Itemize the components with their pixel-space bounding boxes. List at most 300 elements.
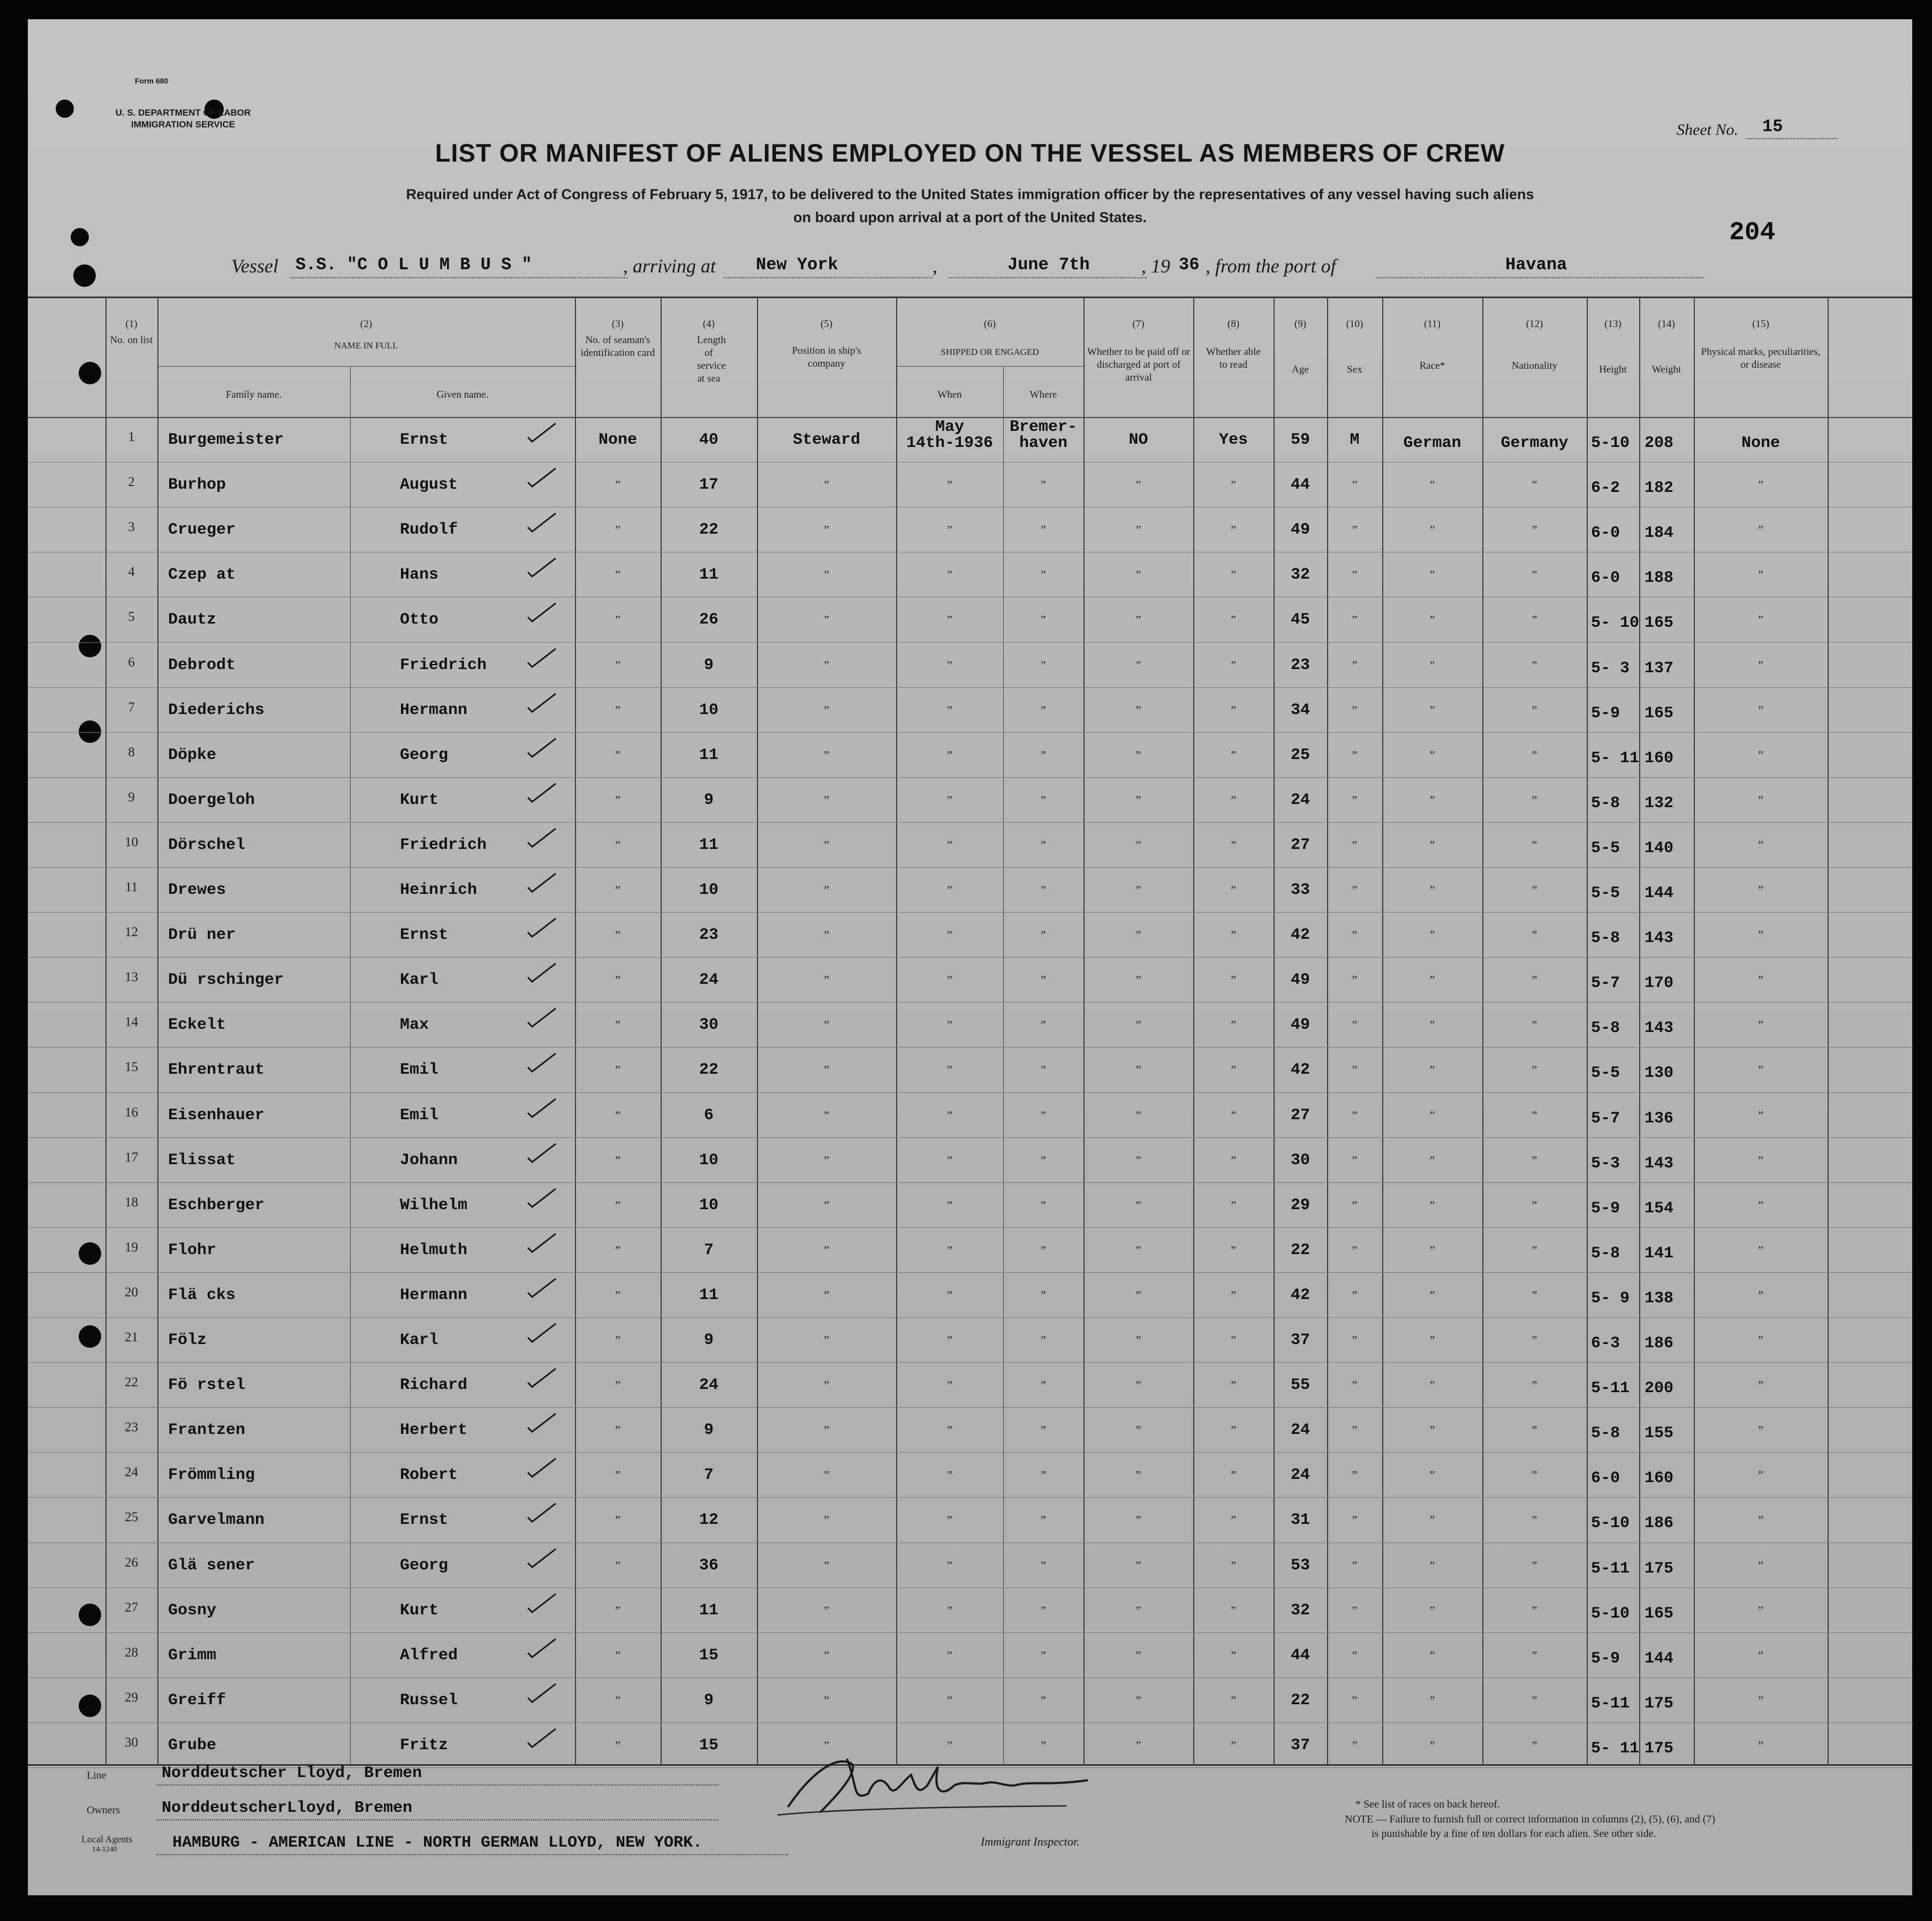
check-mark bbox=[526, 421, 558, 444]
height: 5-5 bbox=[1591, 1064, 1620, 1083]
age: 22 bbox=[1290, 1241, 1310, 1259]
height: 5- 3 bbox=[1591, 659, 1630, 678]
row-number: 3 bbox=[128, 520, 135, 535]
ditto-mark: ” bbox=[1532, 1063, 1537, 1077]
ditto-mark: ” bbox=[1352, 523, 1358, 537]
height: 5-8 bbox=[1591, 1424, 1620, 1443]
family-name: Frantzen bbox=[168, 1421, 246, 1440]
ditto-mark: ” bbox=[1758, 1648, 1763, 1662]
given-name: Max bbox=[400, 1016, 429, 1035]
inspector-label: Immigrant Inspector. bbox=[981, 1835, 1080, 1848]
check-mark bbox=[526, 692, 558, 714]
col8-number: (8) bbox=[1227, 318, 1240, 330]
family-name: Fölz bbox=[168, 1331, 207, 1349]
row-number: 7 bbox=[128, 700, 135, 715]
col4-number: (4) bbox=[702, 318, 715, 330]
col10-header: Sex bbox=[1347, 364, 1362, 375]
weight: 143 bbox=[1645, 1019, 1674, 1038]
ditto-mark: ” bbox=[1532, 1423, 1537, 1437]
ditto-mark: ” bbox=[1352, 658, 1358, 672]
races-note: * See list of races on back hereof. bbox=[1355, 1798, 1500, 1810]
weight: 186 bbox=[1645, 1334, 1674, 1353]
ditto-mark: ” bbox=[947, 613, 952, 627]
ditto-mark: ” bbox=[1429, 838, 1435, 852]
given-name: Russel bbox=[400, 1691, 458, 1710]
ditto-mark: ” bbox=[1532, 1468, 1537, 1482]
ditto-mark: ” bbox=[947, 1558, 952, 1572]
ditto-mark: ” bbox=[824, 523, 829, 537]
ditto-mark: ” bbox=[824, 973, 829, 987]
owners-value: NorddeutscherLloyd, Bremen bbox=[162, 1799, 413, 1817]
service-length: 11 bbox=[699, 566, 718, 584]
ditto-mark: ” bbox=[1352, 973, 1358, 987]
family-name: Flä cks bbox=[168, 1286, 236, 1304]
height: 5-5 bbox=[1591, 839, 1620, 857]
ditto-mark: ” bbox=[1041, 1603, 1046, 1617]
ditto-mark: ” bbox=[615, 883, 620, 897]
ditto-mark: ” bbox=[615, 973, 620, 987]
col14-number: (14) bbox=[1658, 318, 1675, 330]
family-name: Frömmling bbox=[168, 1466, 255, 1485]
shipped-where-line2: haven bbox=[1019, 434, 1067, 452]
col6b-header: Where bbox=[1029, 389, 1057, 400]
ditto-mark: ” bbox=[947, 1738, 952, 1752]
ditto-mark: ” bbox=[1135, 1378, 1141, 1392]
ditto-mark: ” bbox=[947, 658, 952, 672]
given-name: Robert bbox=[400, 1466, 458, 1485]
age: 44 bbox=[1290, 1646, 1310, 1665]
ditto-mark: ” bbox=[947, 1468, 952, 1482]
service-length: 40 bbox=[699, 431, 718, 449]
check-mark bbox=[526, 736, 558, 759]
ditto-mark: ” bbox=[1352, 1693, 1358, 1707]
age: 22 bbox=[1290, 1691, 1310, 1710]
ditto-mark: ” bbox=[1532, 838, 1537, 852]
ditto-mark: ” bbox=[947, 1063, 952, 1077]
shipped-where-line1: Bremer- bbox=[1009, 418, 1078, 436]
check-mark bbox=[526, 961, 558, 984]
weight: 182 bbox=[1645, 479, 1674, 498]
ditto-mark: ” bbox=[947, 523, 952, 537]
ditto-mark: ” bbox=[615, 1648, 620, 1662]
ditto-mark: ” bbox=[615, 1738, 620, 1752]
ditto-mark: ” bbox=[1758, 883, 1763, 897]
ditto-mark: ” bbox=[1231, 838, 1236, 852]
ditto-mark: ” bbox=[1758, 973, 1763, 987]
family-name: Burgemeister bbox=[168, 431, 284, 449]
ditto-mark: ” bbox=[824, 568, 829, 582]
row-number: 11 bbox=[125, 880, 138, 894]
service-length: 23 bbox=[699, 926, 718, 945]
ditto-mark: ” bbox=[1758, 1243, 1763, 1257]
ditto-mark: ” bbox=[824, 1558, 829, 1572]
ditto-mark: ” bbox=[947, 748, 952, 762]
family-name: Glä sener bbox=[168, 1556, 255, 1575]
ditto-mark: ” bbox=[1429, 613, 1435, 627]
ditto-mark: ” bbox=[947, 1648, 952, 1662]
ditto-mark: ” bbox=[1532, 1018, 1537, 1032]
service-length: 11 bbox=[699, 746, 718, 764]
given-name: August bbox=[400, 476, 458, 495]
ditto-mark: ” bbox=[824, 793, 829, 807]
ditto-mark: ” bbox=[947, 1108, 952, 1122]
ditto-mark: ” bbox=[1532, 1648, 1537, 1662]
ditto-mark: ” bbox=[947, 1198, 952, 1212]
ditto-mark: ” bbox=[1429, 478, 1435, 492]
ditto-mark: ” bbox=[615, 658, 620, 672]
ditto-mark: ” bbox=[947, 973, 952, 987]
ditto-mark: ” bbox=[1231, 1243, 1236, 1257]
service-length: 10 bbox=[699, 1151, 718, 1170]
ditto-mark: ” bbox=[1041, 1468, 1046, 1482]
ditto-mark: ” bbox=[1041, 1738, 1046, 1752]
age: 29 bbox=[1290, 1196, 1310, 1214]
ditto-mark: ” bbox=[1231, 1648, 1236, 1662]
ditto-mark: ” bbox=[1429, 523, 1435, 537]
punch-hole bbox=[56, 100, 74, 118]
row-number: 24 bbox=[125, 1465, 138, 1480]
family-name: Eisenhauer bbox=[168, 1106, 265, 1125]
ditto-mark: ” bbox=[1231, 1378, 1236, 1392]
ditto-mark: ” bbox=[824, 613, 829, 627]
given-name: Richard bbox=[400, 1376, 468, 1395]
ditto-mark: ” bbox=[1758, 1333, 1763, 1347]
ditto-mark: ” bbox=[824, 1423, 829, 1437]
ditto-mark: ” bbox=[1231, 613, 1236, 627]
row-number: 5 bbox=[128, 610, 135, 625]
service-length: 10 bbox=[699, 701, 718, 719]
service-length: 10 bbox=[699, 1196, 718, 1214]
age: 33 bbox=[1290, 881, 1310, 899]
ditto-mark: ” bbox=[1532, 478, 1537, 492]
ditto-mark: ” bbox=[1532, 703, 1537, 717]
ditto-mark: ” bbox=[1231, 1468, 1236, 1482]
service-length: 7 bbox=[703, 1466, 714, 1485]
family-name: Diederichs bbox=[168, 701, 265, 719]
family-name: Czep at bbox=[168, 566, 236, 584]
row-number: 30 bbox=[125, 1735, 138, 1750]
check-mark bbox=[526, 1592, 558, 1614]
row-number: 18 bbox=[125, 1195, 138, 1210]
row-number: 22 bbox=[125, 1375, 138, 1390]
weight: 160 bbox=[1645, 749, 1674, 768]
ditto-mark: ” bbox=[1758, 523, 1763, 537]
height: 5-9 bbox=[1591, 704, 1620, 723]
ditto-mark: ” bbox=[1352, 928, 1358, 942]
ditto-mark: ” bbox=[615, 1603, 620, 1617]
ditto-mark: ” bbox=[615, 523, 620, 537]
ditto-mark: ” bbox=[947, 883, 952, 897]
col1-header: No. on list bbox=[110, 335, 153, 346]
given-name: Helmuth bbox=[400, 1241, 468, 1259]
ditto-mark: ” bbox=[1429, 1603, 1435, 1617]
service-length: 24 bbox=[699, 971, 718, 990]
check-mark bbox=[526, 1322, 558, 1344]
paid-off-value: NO bbox=[1128, 431, 1148, 449]
given-name: Fritz bbox=[400, 1736, 449, 1755]
ditto-mark: ” bbox=[1429, 748, 1435, 762]
age: 55 bbox=[1290, 1376, 1310, 1395]
form-number: Form 680 bbox=[135, 77, 169, 85]
ditto-mark: ” bbox=[1758, 1558, 1763, 1572]
ditto-mark: ” bbox=[1135, 748, 1141, 762]
ditto-mark: ” bbox=[824, 1648, 829, 1662]
ditto-mark: ” bbox=[1352, 1558, 1358, 1572]
ditto-mark: ” bbox=[1352, 1243, 1358, 1257]
service-length: 6 bbox=[703, 1106, 714, 1125]
row-number: 29 bbox=[125, 1690, 138, 1705]
ditto-mark: ” bbox=[1429, 1063, 1435, 1077]
ditto-mark: ” bbox=[824, 1738, 829, 1752]
ditto-mark: ” bbox=[1758, 748, 1763, 762]
ditto-mark: ” bbox=[1135, 568, 1141, 582]
check-mark bbox=[526, 1187, 558, 1209]
ditto-mark: ” bbox=[824, 658, 829, 672]
given-name: Karl bbox=[400, 971, 439, 990]
ditto-mark: ” bbox=[1758, 838, 1763, 852]
ditto-mark: ” bbox=[1532, 1603, 1537, 1617]
ditto-mark: ” bbox=[1352, 838, 1358, 852]
check-mark bbox=[526, 1456, 558, 1479]
col7-number: (7) bbox=[1132, 318, 1145, 330]
weight: 136 bbox=[1645, 1109, 1674, 1128]
height: 5- 10 bbox=[1591, 614, 1640, 633]
age: 42 bbox=[1290, 1286, 1310, 1304]
ditto-mark: ” bbox=[1532, 1153, 1537, 1167]
ditto-mark: ” bbox=[1231, 1423, 1236, 1437]
owners-label: Owners bbox=[87, 1804, 120, 1816]
ditto-mark: ” bbox=[1352, 1378, 1358, 1392]
row-number: 13 bbox=[125, 970, 138, 985]
department-line2: IMMIGRATION SERVICE bbox=[131, 119, 235, 130]
col11-number: (11) bbox=[1424, 318, 1441, 330]
ditto-mark: ” bbox=[1758, 1738, 1763, 1752]
ditto-mark: ” bbox=[1352, 1513, 1358, 1527]
ditto-mark: ” bbox=[615, 1468, 620, 1482]
sheet-number: 15 bbox=[1762, 117, 1783, 136]
age: 37 bbox=[1290, 1736, 1310, 1755]
ditto-mark: ” bbox=[1352, 613, 1358, 627]
height: 5- 11 bbox=[1591, 749, 1640, 768]
ditto-mark: ” bbox=[1041, 1693, 1046, 1707]
given-name: Ernst bbox=[400, 1511, 449, 1530]
from-port: Havana bbox=[1505, 255, 1567, 275]
line-label: Line bbox=[87, 1770, 107, 1781]
check-mark bbox=[526, 871, 558, 894]
ditto-mark: ” bbox=[1041, 568, 1046, 582]
ditto-mark: ” bbox=[1135, 1468, 1141, 1482]
ditto-mark: ” bbox=[1429, 1333, 1435, 1347]
weight: 144 bbox=[1645, 1649, 1674, 1668]
ditto-mark: ” bbox=[615, 1198, 620, 1212]
ditto-mark: ” bbox=[947, 1693, 952, 1707]
ditto-mark: ” bbox=[824, 838, 829, 852]
age: 34 bbox=[1290, 701, 1310, 719]
fine-note-line1: NOTE — Failure to furnish full or correct information in columns (2), (5), (6), and (7) bbox=[1345, 1813, 1716, 1825]
given-name: Kurt bbox=[400, 1601, 439, 1620]
weight: 186 bbox=[1645, 1514, 1674, 1533]
weight: 137 bbox=[1645, 659, 1674, 678]
ditto-mark: ” bbox=[1231, 1513, 1236, 1527]
given-name: Georg bbox=[400, 746, 449, 764]
ditto-mark: ” bbox=[615, 1018, 620, 1032]
ditto-mark: ” bbox=[1135, 523, 1141, 537]
ditto-mark: ” bbox=[1231, 1018, 1236, 1032]
family-name: Gosny bbox=[168, 1601, 217, 1620]
family-name: Burhop bbox=[168, 476, 226, 495]
service-length: 36 bbox=[699, 1556, 718, 1575]
ditto-mark: ” bbox=[1231, 973, 1236, 987]
ditto-mark: ” bbox=[1429, 1423, 1435, 1437]
ditto-mark: ” bbox=[1532, 793, 1537, 807]
ditto-mark: ” bbox=[1532, 1738, 1537, 1752]
family-name: Dü rschinger bbox=[168, 971, 284, 990]
ditto-mark: ” bbox=[1231, 1153, 1236, 1167]
ditto-mark: ” bbox=[1352, 1738, 1358, 1752]
ditto-mark: ” bbox=[1758, 1468, 1763, 1482]
ditto-mark: ” bbox=[1352, 793, 1358, 807]
height: 5-8 bbox=[1591, 1244, 1620, 1263]
check-mark bbox=[526, 647, 558, 669]
ditto-mark: ” bbox=[824, 1378, 829, 1392]
ditto-mark: ” bbox=[1231, 1198, 1236, 1212]
age: 59 bbox=[1290, 431, 1310, 449]
service-length: 11 bbox=[699, 1286, 718, 1304]
col8-header: Whether able to read bbox=[1206, 346, 1261, 370]
ditto-mark: ” bbox=[1758, 1018, 1763, 1032]
ditto-mark: ” bbox=[1352, 1648, 1358, 1662]
ditto-mark: ” bbox=[1231, 523, 1236, 537]
ditto-mark: ” bbox=[1231, 928, 1236, 942]
id-card-value: None bbox=[598, 431, 637, 449]
ditto-mark: ” bbox=[1429, 1648, 1435, 1662]
ditto-mark: ” bbox=[947, 568, 952, 582]
col15-header: Physical marks, peculiarities, or disease bbox=[1701, 346, 1821, 370]
age: 53 bbox=[1290, 1556, 1310, 1575]
vessel-name: S.S. "C O L U M B U S " bbox=[296, 255, 532, 275]
ditto-mark: ” bbox=[1429, 1108, 1435, 1122]
row-number: 25 bbox=[125, 1510, 138, 1525]
ditto-mark: ” bbox=[615, 1288, 620, 1302]
weight: 143 bbox=[1645, 929, 1674, 948]
height: 5-7 bbox=[1591, 974, 1620, 993]
height: 6-2 bbox=[1591, 479, 1620, 498]
ditto-mark: ” bbox=[1135, 658, 1141, 672]
ditto-mark: ” bbox=[824, 1603, 829, 1617]
fine-note-line2: is punishable by a fine of ten dollars for each alien. See other side. bbox=[1372, 1828, 1656, 1840]
ditto-mark: ” bbox=[1532, 658, 1537, 672]
weight: 144 bbox=[1645, 884, 1674, 902]
ditto-mark: ” bbox=[1532, 1243, 1537, 1257]
ditto-mark: ” bbox=[1532, 1693, 1537, 1707]
ditto-mark: ” bbox=[1352, 1018, 1358, 1032]
row-number: 10 bbox=[125, 834, 138, 849]
ditto-mark: ” bbox=[615, 838, 620, 852]
ditto-mark: ” bbox=[824, 1063, 829, 1077]
height: 6-0 bbox=[1591, 1469, 1620, 1488]
col12-header: Nationality bbox=[1511, 360, 1558, 371]
ditto-mark: ” bbox=[1429, 1018, 1435, 1032]
height: 5-3 bbox=[1591, 1154, 1620, 1173]
ditto-mark: ” bbox=[1135, 1018, 1141, 1032]
ditto-mark: ” bbox=[947, 1603, 952, 1617]
col12-number: (12) bbox=[1526, 318, 1543, 330]
family-name: Debrodt bbox=[168, 656, 236, 674]
ditto-mark: ” bbox=[1231, 1603, 1236, 1617]
height: 5-10 bbox=[1591, 434, 1630, 452]
ditto-mark: ” bbox=[615, 613, 620, 627]
age: 32 bbox=[1290, 566, 1310, 584]
given-name: Ernst bbox=[400, 431, 449, 449]
col5-number: (5) bbox=[820, 318, 833, 330]
ditto-mark: ” bbox=[1429, 1738, 1435, 1752]
ditto-mark: ” bbox=[615, 748, 620, 762]
age: 31 bbox=[1290, 1511, 1310, 1530]
ditto-mark: ” bbox=[824, 1288, 829, 1302]
ditto-mark: ” bbox=[1532, 523, 1537, 537]
shipped-when-line1: May bbox=[935, 418, 964, 436]
ditto-mark: ” bbox=[1758, 1288, 1763, 1302]
ditto-mark: ” bbox=[1532, 613, 1537, 627]
row-number: 12 bbox=[125, 925, 138, 940]
ditto-mark: ” bbox=[1429, 973, 1435, 987]
ditto-mark: ” bbox=[1758, 478, 1763, 492]
ditto-mark: ” bbox=[824, 478, 829, 492]
ditto-mark: ” bbox=[1135, 478, 1141, 492]
age: 23 bbox=[1290, 656, 1310, 674]
ditto-mark: ” bbox=[947, 928, 952, 942]
agents-label: Local Agents bbox=[81, 1834, 133, 1844]
age: 49 bbox=[1290, 971, 1310, 990]
age: 27 bbox=[1290, 836, 1310, 854]
ditto-mark: ” bbox=[1135, 1693, 1141, 1707]
race-value: German bbox=[1403, 434, 1461, 452]
weight: 170 bbox=[1645, 974, 1674, 993]
family-name: Döpke bbox=[168, 746, 217, 764]
physical-marks-value: None bbox=[1741, 434, 1780, 452]
ditto-mark: ” bbox=[615, 1423, 620, 1437]
ditto-mark: ” bbox=[1135, 1243, 1141, 1257]
service-length: 24 bbox=[699, 1376, 718, 1395]
family-name: Flohr bbox=[168, 1241, 217, 1259]
family-name: Drü ner bbox=[168, 926, 236, 945]
ditto-mark: ” bbox=[1429, 1513, 1435, 1527]
col4-header: Length of service at sea bbox=[697, 335, 726, 384]
weight: 165 bbox=[1645, 704, 1674, 723]
ditto-mark: ” bbox=[947, 1018, 952, 1032]
ditto-mark: ” bbox=[1041, 1288, 1046, 1302]
ditto-mark: ” bbox=[1041, 973, 1046, 987]
service-length: 15 bbox=[699, 1646, 718, 1665]
ditto-mark: ” bbox=[1135, 1513, 1141, 1527]
col9-header: Age bbox=[1292, 364, 1309, 375]
height: 5-7 bbox=[1591, 1109, 1620, 1128]
ditto-mark: ” bbox=[1352, 1198, 1358, 1212]
family-name: Doergeloh bbox=[168, 791, 255, 809]
check-mark bbox=[526, 1547, 558, 1569]
ditto-mark: ” bbox=[1429, 1153, 1435, 1167]
given-name: Johann bbox=[400, 1151, 458, 1170]
height: 5-9 bbox=[1591, 1649, 1620, 1668]
service-length: 9 bbox=[703, 1331, 714, 1349]
ditto-mark: ” bbox=[1135, 928, 1141, 942]
service-length: 17 bbox=[699, 476, 718, 495]
age: 32 bbox=[1290, 1601, 1310, 1620]
ditto-mark: ” bbox=[615, 1558, 620, 1572]
ditto-mark: ” bbox=[1352, 1468, 1358, 1482]
inspector-signature bbox=[767, 1743, 1098, 1823]
ditto-mark: ” bbox=[1758, 1153, 1763, 1167]
